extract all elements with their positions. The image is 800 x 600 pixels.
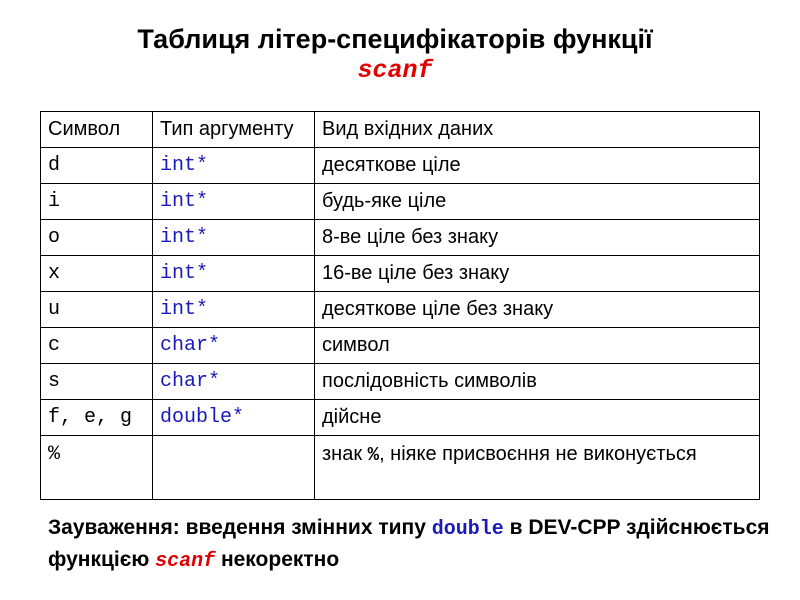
cell-type: double*	[153, 400, 315, 436]
table-row	[41, 292, 760, 328]
cell-symbol: d	[41, 148, 153, 184]
cell-symbol: o	[41, 220, 153, 256]
remark-note	[48, 513, 788, 577]
cell-description: десяткове ціле	[315, 148, 760, 184]
cell-type: int*	[153, 256, 315, 292]
note-part-3: некоректно	[215, 548, 340, 571]
cell-type: int*	[153, 220, 315, 256]
table-row	[41, 256, 760, 292]
title-function-name: scanf	[357, 56, 433, 85]
cell-description	[315, 436, 760, 500]
cell-symbol: i	[41, 184, 153, 220]
cell-symbol: f, e, g	[41, 400, 153, 436]
cell-type: int*	[153, 292, 315, 328]
cell-description: дійсне	[315, 400, 760, 436]
cell-description: десяткове ціле без знаку	[315, 292, 760, 328]
table-row	[41, 328, 760, 364]
cell-symbol: u	[41, 292, 153, 328]
note-part-1: Зауваження: введення змінних типу	[48, 516, 432, 539]
cell-symbol: s	[41, 364, 153, 400]
header-input-kind: Вид вхідних даних	[315, 112, 760, 148]
table-row	[41, 220, 760, 256]
table-row	[41, 400, 760, 436]
table-row	[41, 148, 760, 184]
cell-description: будь-яке ціле	[315, 184, 760, 220]
cell-type: char*	[153, 364, 315, 400]
header-arg-type: Тип аргументу	[153, 112, 315, 148]
description-prefix: знак	[322, 443, 368, 465]
description-code: %	[367, 444, 380, 466]
title-line-1: Таблиця літер-специфікаторів функції	[137, 24, 653, 54]
note-code-scanf: scanf	[155, 550, 216, 573]
page-title	[0, 22, 790, 86]
description-suffix: , ніяке присвоєння не виконується	[379, 443, 697, 465]
cell-type: int*	[153, 148, 315, 184]
specifier-table	[40, 111, 760, 500]
table-row	[41, 184, 760, 220]
table-row	[41, 436, 760, 500]
cell-symbol: %	[41, 436, 153, 500]
cell-description: символ	[315, 328, 760, 364]
cell-type	[153, 436, 315, 500]
cell-type: int*	[153, 184, 315, 220]
cell-description: 16-ве ціле без знаку	[315, 256, 760, 292]
cell-type: char*	[153, 328, 315, 364]
table-header-row	[41, 112, 760, 148]
note-part-2: в DEV-CPP здійснюється функцією	[48, 516, 770, 571]
header-symbol: Символ	[41, 112, 153, 148]
cell-symbol: c	[41, 328, 153, 364]
note-code-double: double	[431, 518, 504, 541]
cell-symbol: x	[41, 256, 153, 292]
cell-description: послідовність символів	[315, 364, 760, 400]
table-row	[41, 364, 760, 400]
cell-description: 8-ве ціле без знаку	[315, 220, 760, 256]
